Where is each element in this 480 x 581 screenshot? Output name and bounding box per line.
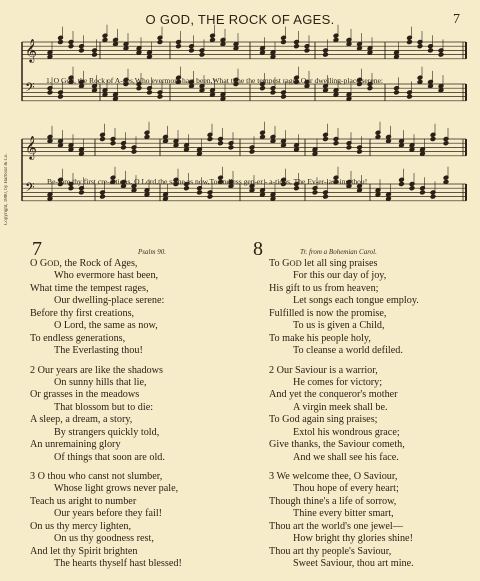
note-head	[220, 96, 225, 101]
note-head	[357, 149, 362, 154]
verse-line: On us thy mercy lighten,	[30, 520, 132, 532]
note-head	[443, 141, 448, 146]
bass-clef: 𝄢	[25, 80, 35, 98]
note-head	[323, 137, 328, 142]
note-head	[136, 86, 141, 91]
verse-line: Whose light grows never pale,	[54, 483, 179, 495]
note-head	[197, 190, 202, 195]
verse-line: Thou hope of every heart;	[293, 483, 399, 495]
note-head	[189, 48, 194, 53]
verse-line: How bright thy glories shine!	[293, 533, 413, 545]
note-head	[163, 139, 168, 144]
hymn-8-source: Tr. from a Bohemian Carol.	[300, 248, 377, 256]
note-head	[417, 44, 422, 49]
note-head	[270, 139, 275, 144]
treble-clef: 𝄞	[25, 38, 37, 62]
note-head	[207, 137, 212, 142]
verse-line: 2 Our Saviour is a warrior,	[269, 364, 378, 376]
verse-line: Our years before they fail!	[54, 508, 163, 520]
verse-line: On us thy goodness rest,	[54, 533, 154, 545]
note-head	[357, 46, 362, 51]
note-head	[394, 54, 399, 59]
hymn-number-8: 8	[253, 238, 263, 260]
note-head	[428, 84, 433, 89]
note-head	[157, 94, 162, 99]
note-head	[420, 151, 425, 156]
note-head	[121, 145, 126, 150]
note-head	[102, 38, 107, 43]
note-head	[281, 94, 286, 99]
note-head	[399, 182, 404, 187]
verse-line: A sleep, a dream, a story,	[30, 414, 133, 426]
verse-line: An unremaining glory	[30, 439, 121, 451]
note-head	[333, 38, 338, 43]
verse-line: 2 Our years are like the shadows	[30, 364, 163, 376]
hymn-7-text	[30, 258, 182, 571]
note-head	[260, 135, 265, 140]
note-head	[430, 137, 435, 142]
verse-line: To us is given a Child,	[293, 320, 385, 332]
bass-clef: 𝄢	[25, 180, 35, 198]
verse-line: To God again sing praises;	[269, 414, 378, 426]
note-head	[375, 192, 380, 197]
note-head	[147, 54, 152, 59]
verse-line: And yet the conqueror's mother	[269, 389, 398, 401]
note-head	[260, 86, 265, 91]
verse-line: The Everlasting thou!	[54, 345, 143, 357]
note-head	[199, 52, 204, 57]
note-head	[220, 42, 225, 47]
note-head	[249, 188, 254, 193]
note-head	[163, 196, 168, 201]
verse-line: 3 O thou who canst not slumber,	[30, 471, 163, 482]
note-head	[47, 90, 52, 95]
note-head	[304, 48, 309, 53]
note-head	[68, 44, 73, 49]
verse-line: What time the tempest rages,	[30, 282, 149, 294]
verse-line: O Lord, the same as now,	[54, 320, 158, 332]
note-head	[249, 149, 254, 154]
note-head	[79, 48, 84, 53]
verse-line: For this our day of joy,	[293, 270, 387, 282]
note-head	[58, 40, 63, 45]
note-head	[346, 145, 351, 150]
note-head	[260, 50, 265, 55]
note-head	[228, 145, 233, 150]
note-head	[394, 90, 399, 95]
note-head	[184, 186, 189, 191]
note-head	[79, 151, 84, 156]
verse-line: Who evermore hast been,	[54, 270, 159, 282]
note-head	[409, 186, 414, 191]
hymn-title: O GOD, THE ROCK OF AGES.	[145, 12, 335, 27]
note-head	[294, 147, 299, 152]
note-head	[176, 44, 181, 49]
verse-line: Of things that soon are old.	[54, 451, 165, 463]
note-head	[357, 188, 362, 193]
note-head	[47, 196, 52, 201]
note-head	[136, 50, 141, 55]
note-head	[144, 135, 149, 140]
note-head	[375, 135, 380, 140]
note-head	[113, 42, 118, 47]
verse-line: Though thine's a life of sorrow,	[269, 495, 397, 507]
note-head	[386, 139, 391, 144]
note-head	[346, 42, 351, 47]
music-score	[0, 0, 480, 240]
note-head	[420, 190, 425, 195]
note-head	[281, 40, 286, 45]
note-head	[147, 90, 152, 95]
note-head	[110, 141, 115, 146]
note-head	[184, 147, 189, 152]
note-head	[407, 94, 412, 99]
note-head	[102, 92, 107, 97]
verse-line: To endless generations,	[30, 332, 126, 344]
verse-line: Thou art thy people's Saviour,	[269, 545, 392, 557]
verse-line: To cleanse a world defiled.	[293, 345, 403, 357]
verse-line: Sweet Saviour, thou art mine.	[293, 558, 414, 570]
verse-line: He comes for victory;	[293, 376, 383, 388]
verse-line: A virgin meek shall be.	[293, 401, 388, 413]
verse-line: Fulfilled is now the promise,	[269, 307, 387, 319]
verse-line: His gift to us from heaven;	[269, 282, 379, 294]
note-head	[270, 54, 275, 59]
verse-line: Thine every bitter smart,	[293, 508, 394, 520]
verse-line: Give thanks, the Saviour cometh,	[269, 439, 405, 451]
note-head	[323, 52, 328, 57]
verse-line: And we shall see his face.	[293, 451, 399, 463]
verse-line: And let thy Spirit brighten	[30, 545, 138, 557]
note-head	[294, 44, 299, 49]
note-head	[407, 40, 412, 45]
note-head	[58, 94, 63, 99]
music-notes	[47, 25, 448, 201]
note-head	[417, 80, 422, 85]
note-head	[131, 188, 136, 193]
note-head	[100, 137, 105, 142]
note-head	[438, 52, 443, 57]
note-head	[144, 192, 149, 197]
note-head	[294, 186, 299, 191]
verse-line: Before thy first creations,	[30, 307, 135, 319]
note-head	[197, 151, 202, 156]
note-head	[367, 50, 372, 55]
note-head	[207, 194, 212, 199]
score-lyrics-line-1: 1. O God, the Rock of A-ges,Who evermore hast been,What time the tempest rages,Our dwelling-place serene:	[46, 76, 383, 85]
verse-line: 3 We welcome thee, O Saviour,	[269, 471, 398, 482]
hymn-8-text	[269, 258, 419, 571]
note-head	[218, 141, 223, 146]
note-head	[113, 96, 118, 101]
note-head	[131, 149, 136, 154]
note-head	[438, 88, 443, 93]
note-head	[428, 48, 433, 53]
verse-line: The hearts thyself hast blessed!	[54, 558, 182, 570]
note-head	[47, 139, 52, 144]
verse-line: To make his people holy,	[269, 332, 371, 344]
verse-line: Teach us aright to number	[30, 495, 137, 507]
note-head	[386, 196, 391, 201]
verse-line: Our dwelling-place serene:	[54, 295, 165, 307]
page-number: 7	[453, 12, 460, 27]
hymn-7-source: Psalm 90.	[138, 248, 166, 256]
note-head	[79, 190, 84, 195]
note-head	[409, 147, 414, 152]
note-head	[260, 192, 265, 197]
note-head	[430, 194, 435, 199]
treble-clef: 𝄞	[25, 135, 37, 159]
note-head	[173, 143, 178, 148]
copyright-notice: Copyright, 1880, by Harbour & Co.	[4, 153, 9, 225]
note-head	[270, 90, 275, 95]
score-lyrics-line-2: Be-fore thy first cre-a-tions, O Lord,the same as now,To endless gen-er - a-tions, The Ev-er-last-ing thou!	[47, 177, 368, 186]
note-head	[399, 143, 404, 148]
note-head	[68, 147, 73, 152]
note-head	[92, 88, 97, 93]
note-head	[346, 96, 351, 101]
note-head	[47, 54, 52, 59]
note-head	[157, 40, 162, 45]
note-head	[233, 46, 238, 51]
note-head	[323, 88, 328, 93]
verse-line: That blossom but to die:	[54, 401, 154, 413]
note-head	[323, 194, 328, 199]
verse-line: By strangers quickly told,	[54, 426, 160, 438]
note-head	[312, 151, 317, 156]
note-head	[123, 46, 128, 51]
note-head	[199, 88, 204, 93]
verse-line: Or grasses in the meadows	[30, 389, 140, 401]
note-head	[68, 186, 73, 191]
note-head	[333, 92, 338, 97]
note-head	[210, 38, 215, 43]
verse-line: Let songs each tongue employ.	[293, 295, 419, 307]
hymn-number-7: 7	[32, 238, 42, 260]
note-head	[92, 52, 97, 57]
note-head	[367, 86, 372, 91]
clef-symbols	[25, 38, 37, 198]
note-head	[312, 190, 317, 195]
verse-line: Thou art the world's one jewel—	[269, 520, 403, 532]
note-head	[100, 194, 105, 199]
verse-line: On sunny hills that lie,	[54, 376, 147, 388]
note-head	[333, 141, 338, 146]
verse-line: Extol his wondrous grace;	[293, 426, 400, 438]
note-head	[443, 180, 448, 185]
note-head	[281, 143, 286, 148]
note-head	[58, 143, 63, 148]
verse-line: O GOD, the Rock of Ages,	[30, 258, 138, 269]
verse-line: To GOD let all sing praises	[269, 258, 378, 269]
note-head	[270, 196, 275, 201]
note-head	[210, 92, 215, 97]
